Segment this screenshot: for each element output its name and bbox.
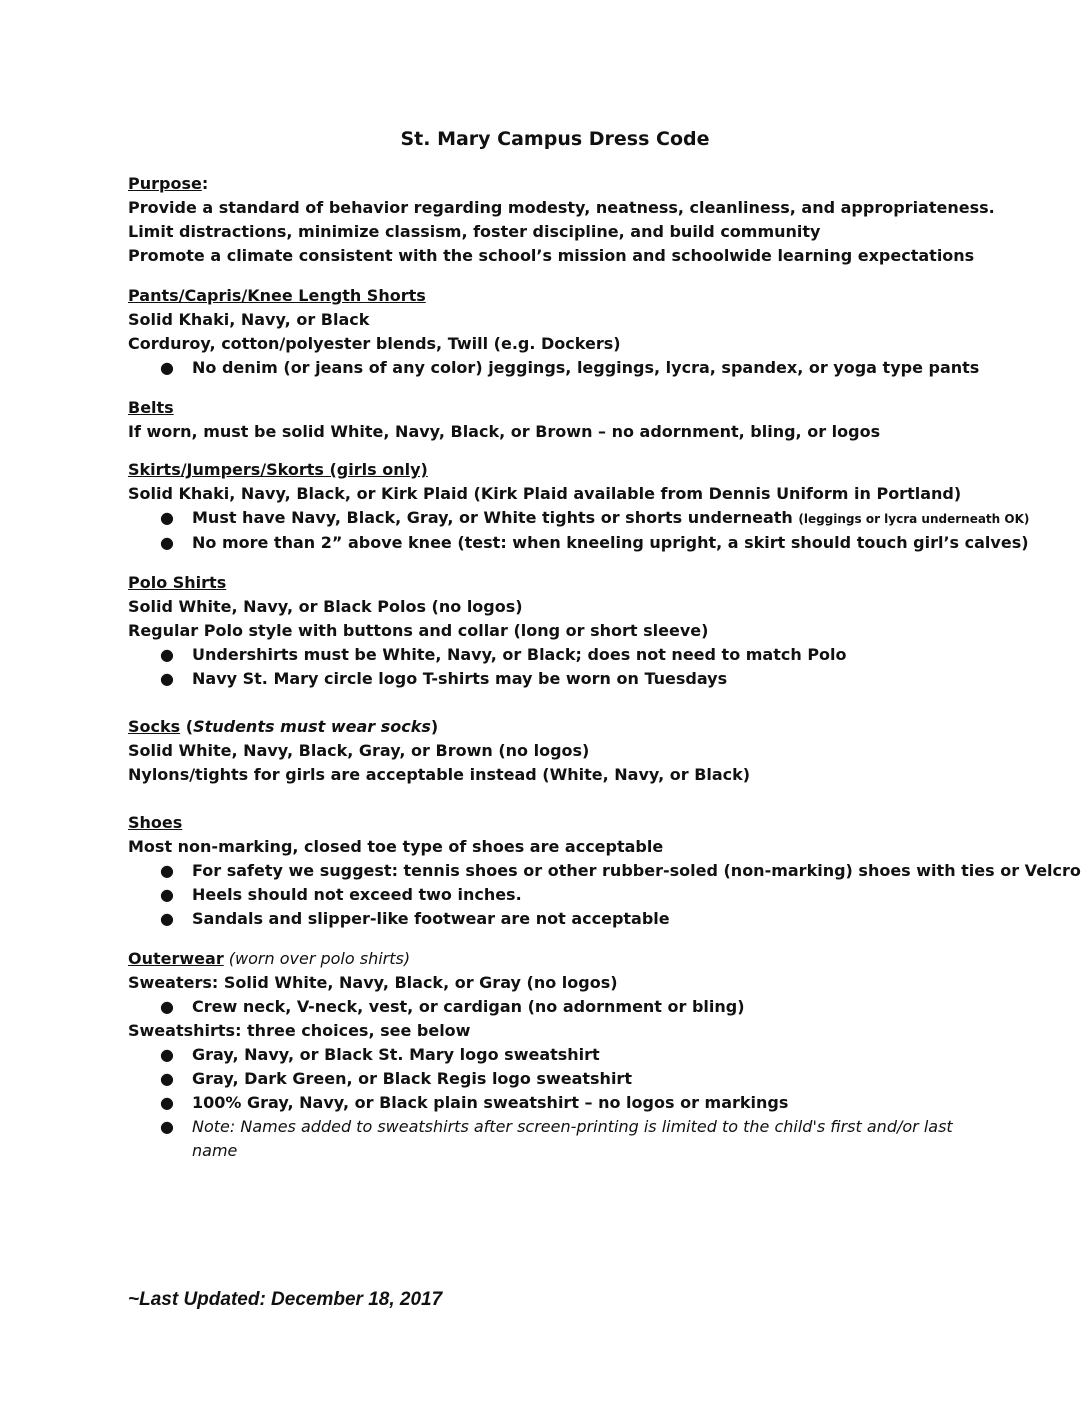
purpose-line: Limit distractions, minimize classism, foster discipline, and build community: [128, 222, 821, 241]
bullet-text: Gray, Dark Green, or Black Regis logo sweatshirt: [192, 1069, 632, 1088]
outerwear-heading: Outerwear: [128, 949, 224, 968]
bullet-dot: ●: [160, 1069, 174, 1088]
socks-line: Nylons/tights for girls are acceptable instead (White, Navy, or Black): [128, 765, 751, 784]
list-item: [128, 1067, 1028, 1091]
bullet-dot: ●: [160, 645, 174, 664]
last-updated: ~Last Updated: December 18, 2017: [128, 1289, 443, 1310]
note-line: Note: Names added to sweatshirts after screen-printing is limited to the child's first and/or last: [192, 1117, 953, 1136]
purpose-colon: :: [201, 174, 209, 193]
shoes-bullets: [128, 859, 1081, 931]
list-item: [128, 995, 1028, 1019]
polo-line: Regular Polo style with buttons and collar (long or short sleeve): [128, 621, 709, 640]
section-polo: [128, 571, 1028, 691]
bullet-dot: ●: [160, 909, 174, 928]
skirts-heading: Skirts/Jumpers/Skorts (girls only): [128, 460, 428, 479]
document-title: St. Mary Campus Dress Code: [400, 128, 710, 150]
polo-line: Solid White, Navy, or Black Polos (no logos): [128, 597, 523, 616]
belts-heading: Belts: [128, 398, 174, 417]
list-item: [128, 1091, 1028, 1115]
bullet-text: Must have Navy, Black, Gray, or White tights or shorts underneath: [192, 508, 793, 527]
socks-line: Solid White, Navy, Black, Gray, or Brown (no logos): [128, 741, 590, 760]
list-item: [128, 667, 1028, 691]
bullet-dot: ●: [160, 508, 174, 527]
section-pants: [128, 284, 1028, 380]
bullet-dot: ●: [160, 1045, 174, 1064]
purpose-heading: Purpose: [128, 174, 202, 193]
pants-heading: Pants/Capris/Knee Length Shorts: [128, 286, 426, 305]
bullet-dot: ●: [160, 1117, 174, 1136]
list-item: [128, 643, 1028, 667]
bullet-text: No more than 2” above knee (test: when kneeling upright, a skirt should touch girl’s calves): [192, 533, 1029, 552]
shoes-heading: Shoes: [128, 813, 183, 832]
bullet-dot: ●: [160, 669, 174, 688]
bullet-text: Crew neck, V-neck, vest, or cardigan (no adornment or bling): [192, 997, 745, 1016]
bullet-text: Sandals and slipper-like footwear are not acceptable: [192, 909, 670, 928]
polo-bullets: [128, 643, 1028, 691]
purpose-line: Provide a standard of behavior regarding modesty, neatness, cleanliness, and appropriateness.: [128, 198, 995, 217]
socks-paren: (: [180, 717, 194, 736]
skirts-line: Solid Khaki, Navy, Black, or Kirk Plaid (Kirk Plaid available from Dennis Uniform in Portland): [128, 484, 962, 503]
section-outerwear: [128, 947, 1028, 1163]
socks-note: Students must wear socks: [193, 717, 431, 736]
list-item: [128, 907, 1028, 931]
bullet-dot: ●: [160, 997, 174, 1016]
socks-paren: ): [430, 717, 439, 736]
bullet-dot: ●: [160, 533, 174, 552]
purpose-line: Promote a climate consistent with the school’s mission and schoolwide learning expectations: [128, 246, 975, 265]
pants-bullets: [128, 356, 1028, 380]
bullet-text: Gray, Navy, or Black St. Mary logo sweatshirt: [192, 1045, 600, 1064]
list-item: [128, 883, 1028, 907]
bullet-dot: ●: [160, 1093, 174, 1112]
section-socks: [128, 715, 1028, 787]
list-item: [128, 1043, 1028, 1067]
sweater-bullets: [128, 995, 1028, 1019]
belts-line: If worn, must be solid White, Navy, Black, or Brown – no adornment, bling, or logos: [128, 422, 881, 441]
section-skirts: [128, 458, 1028, 555]
list-item: [128, 859, 1081, 883]
section-purpose: [128, 172, 1028, 268]
outerwear-sweatshirts: Sweatshirts: three choices, see below: [128, 1021, 471, 1040]
bullet-text: 100% Gray, Navy, or Black plain sweatshirt – no logos or markings: [192, 1093, 789, 1112]
pants-line: Solid Khaki, Navy, or Black: [128, 310, 370, 329]
bullet-text: Heels should not exceed two inches.: [192, 885, 522, 904]
section-belts: [128, 396, 1028, 444]
outerwear-sweaters: Sweaters: Solid White, Navy, Black, or Gray (no logos): [128, 973, 618, 992]
list-item: [128, 506, 1028, 531]
bullet-text: No denim (or jeans of any color) jeggings, leggings, lycra, spandex, or yoga type pants: [192, 358, 980, 377]
document-body: [128, 172, 1081, 1163]
note-line: name: [192, 1141, 238, 1160]
list-item: [128, 356, 1028, 380]
skirts-bullets: [128, 506, 1028, 555]
outerwear-note: (worn over polo shirts): [223, 949, 411, 968]
socks-heading: Socks: [128, 717, 181, 736]
bullet-text: Navy St. Mary circle logo T-shirts may be worn on Tuesdays: [192, 669, 728, 688]
list-item: [128, 1115, 1028, 1163]
pants-line: Corduroy, cotton/polyester blends, Twill (e.g. Dockers): [128, 334, 621, 353]
bullet-text: Undershirts must be White, Navy, or Black; does not need to match Polo: [192, 645, 847, 664]
section-shoes: [128, 811, 1081, 931]
polo-heading: Polo Shirts: [128, 573, 227, 592]
bullet-text: For safety we suggest: tennis shoes or other rubber-soled (non-marking) shoes with ties or Velcro: [192, 861, 1081, 880]
bullet-dot: ●: [160, 885, 174, 904]
shoes-line: Most non-marking, closed toe type of shoes are acceptable: [128, 837, 664, 856]
list-item: [128, 531, 1028, 555]
bullet-small-note: (leggings or lycra underneath OK): [798, 512, 1030, 526]
sweatshirt-bullets: [128, 1043, 1028, 1163]
bullet-dot: ●: [160, 358, 174, 377]
bullet-dot: ●: [160, 861, 174, 880]
